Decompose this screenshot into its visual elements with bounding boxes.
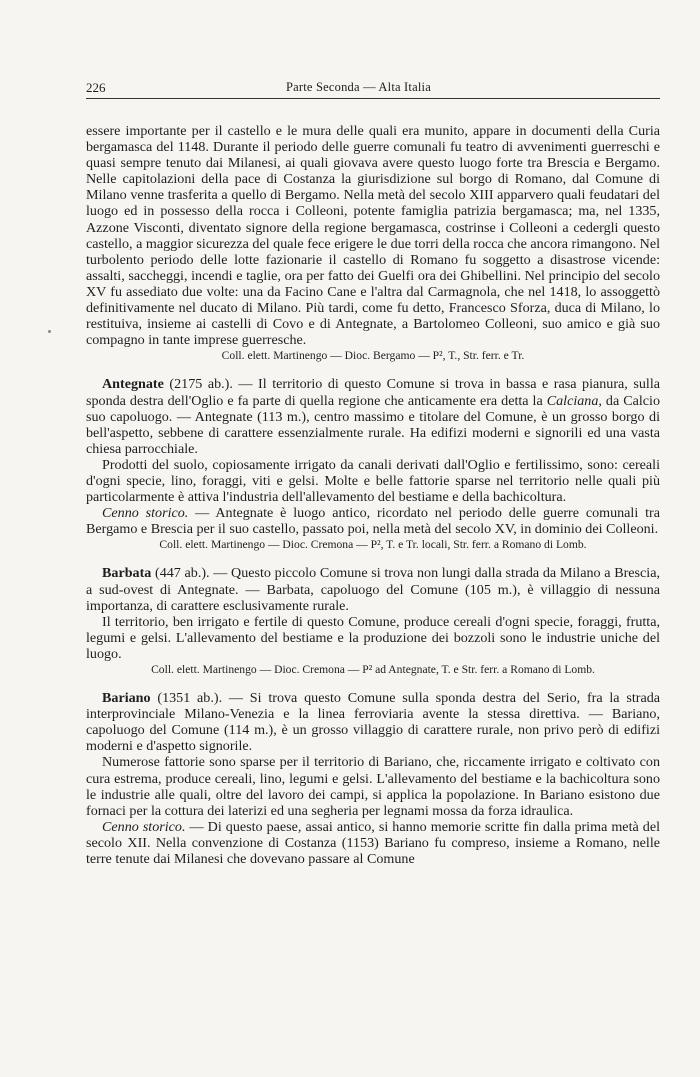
barbata-credit: Coll. elett. Martinengo — Dioc. Cremona — P² ad Antegnate, T. e Str. ferr. a Romano di Lomb. — [151, 663, 595, 676]
barbata-name: Barbata — [102, 565, 152, 582]
antegnate-population: (2175 ab.). — [169, 376, 233, 393]
barbata-paragraph-1 — [86, 565, 660, 613]
antegnate-cenno-label: Cenno storico. — [102, 505, 189, 522]
antegnate-paragraph-3 — [86, 505, 660, 537]
barbata-paragraph-2: Il territorio, ben irrigato e fertile di questo Comune, produce cereali d'ogni specie, foraggi, frutta, legumi e gelsi. L'allevamento del bestiame e la produzione dei bozzoli sono le industrie uniche del luogo. — [86, 613, 660, 662]
entry-bariano — [86, 690, 660, 867]
bariano-paragraph-1 — [86, 690, 660, 754]
running-title: Parte Seconda — Alta Italia — [286, 80, 431, 94]
page-number: 226 — [86, 80, 106, 95]
antegnate-text-1b: , da Calcio suo capoluogo. — Antegnate (113 m.), centro massimo e titolare del Comune, è un grosso borgo di bell'aspetto, sebbene di carattere essenzialmente rurale. Ha edifizi moderni e signorili ed una vasta chiesa parrocchiale. — [86, 392, 660, 457]
bariano-text-1: — Si trova questo Comune sulla sponda destra del Serio, fra la strada interprovinciale Milano-Venezia e la linea ferroviaria avente la stessa direttiva. — Bariano, capoluogo del Comune (114 m.), è un grosso villaggio di carattere rurale, non privo però di edifizi moderni e d'aspetto signorile. — [86, 690, 661, 755]
barbata-population: (447 ab.). — [155, 565, 210, 582]
antegnate-text-1a: — Il territorio di questo Comune si trova in bassa e rasa pianura, sulla sponda destra dell'Oglio e fa parte di quella regione che anticamente era detta la — [86, 376, 660, 409]
running-header — [86, 76, 660, 99]
bariano-population: (1351 ab.). — [157, 690, 223, 707]
page-body — [86, 123, 660, 867]
bariano-paragraph-2: Numerose fattorie sono sparse per il territorio di Bariano, che, riccamente irrigato e coltivato con cura estrema, produce cereali, lino, legumi e gelsi. L'allevamento del bestiame e la bachicoltura sono le industrie alle quali, oltre del lavoro dei campi, si applica la popolazione. In Bariano esistono due fornaci per la cottura dei laterizi ed una segheria per legnami mossa da forza idraulica. — [86, 754, 660, 819]
margin-dot — [48, 330, 51, 333]
bariano-name: Bariano — [102, 690, 151, 707]
intro-credit: Coll. elett. Martinengo — Dioc. Bergamo — P², T., Str. ferr. e Tr. — [221, 349, 525, 363]
bariano-text-3: — Di questo paese, assai antico, si hanno memorie scritte fin dalla prima metà del secolo XII. Nella convenzione di Costanza (1153) Bariano fu compreso, insieme a Romano, nelle terre tenute dai Milanesi che dovevano passare al Comune — [86, 818, 660, 868]
antegnate-text-3: — Antegnate è luogo antico, ricordato nel periodo delle guerre comunali tra Bergamo e Brescia per il suo castello, passato poi, nella metà del secolo XV, in dominio dei Colleoni. — [86, 505, 660, 538]
bariano-paragraph-3 — [86, 819, 660, 867]
antegnate-paragraph-2: Prodotti del suolo, copiosamente irrigato da canali derivati dall'Oglio e fertilissimo, sono: cereali d'ogni specie, lino, foraggi, viti e gelsi. Molte e belle fattorie sparse nel territorio nelle quali più particolarmente è attiva l'industria dell'allevamento del bestiame e della bachicoltura. — [86, 456, 660, 506]
entry-barbata — [86, 565, 660, 678]
antegnate-paragraph-1 — [86, 376, 660, 456]
antegnate-credit: Coll. elett. Martinengo — Dioc. Cremona — P², T. e Tr. locali, Str. ferr. a Romano di Lomb. — [159, 538, 587, 552]
entry-antegnate — [86, 376, 660, 553]
intro-paragraph: essere importante per il castello e le mura delle quali era munito, appare in documenti della Curia bergamasca del 1148. Durante il periodo delle guerre comunali fu teatro di avvenimenti guerreschi e quasi sempre tenuto dai Milanesi, ai quali giovava avere questo luogo forte tra Brescia e Bergamo. Nelle capitolazioni della pace di Costanza la giurisdizione sul borgo di Romano, dal Comune di Milano venne trasferita a quello di Bergamo. Nella metà del secolo XIII apparvero quali feudatari del luogo ed in possesso della rocca i Colleoni, potente famiglia patrizia bergamasca; ma, nel 1335, Azzone Visconti, diventato signore della regione bergamasca, costrinse i Colleoni a cedergli questo castello, a maggior sicurezza del quale fece erigere le due torri della rocca che ancora rimangono. Nel turbolento periodo delle lotte fazionarie il castello di Romano fu soggetto a disastrose vicende: assalti, saccheggi, incendi e taglie, ora per fatto dei Guelfi ora dei Ghibellini. Nel principio del secolo XV fu assediato due volte: una da Facino Cane e l'altra dal Carmagnola, che nel 1418, lo assoggettò definitivamente nel ducato di Milano. Più tardi, come fu detto, Francesco Sforza, duca di Milano, lo restituiva, insieme ai castelli di Covo e di Antegnate, a Bartolomeo Colleoni, suo amico e già suo compagno in tante imprese guerresche. — [86, 123, 660, 349]
calciana-term: Calciana — [546, 392, 599, 409]
antegnate-name: Antegnate — [102, 376, 164, 393]
bariano-cenno-label: Cenno storico. — [102, 818, 186, 835]
barbata-text-1: — Questo piccolo Comune si trova non lungi dalla strada da Milano a Brescia, a sud-ovest di Antegnate. — Barbata, capoluogo del Comune (105 m.), è villaggio di nessuna importanza, di carattere esclusivamente rurale. — [86, 565, 660, 614]
